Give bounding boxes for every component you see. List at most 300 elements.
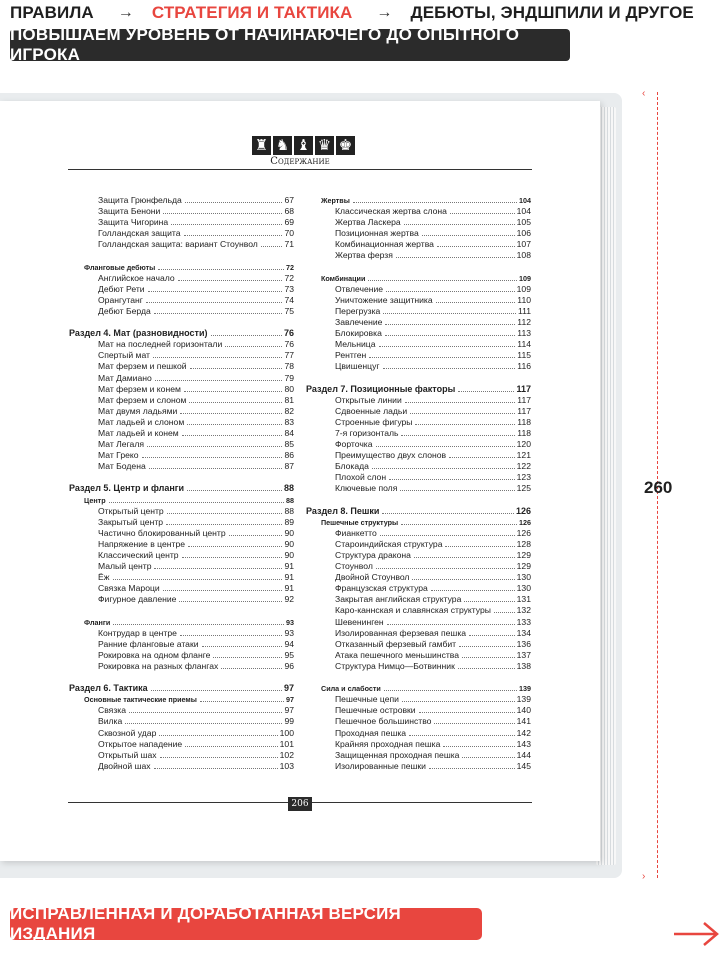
toc-leader-dots <box>155 380 283 381</box>
toc-leader-dots <box>184 391 283 392</box>
toc-entry-title: Цвишенцуг <box>335 361 380 372</box>
toc-leader-dots <box>414 557 515 558</box>
toc-leader-dots <box>419 712 515 713</box>
toc-entry <box>69 739 294 750</box>
toc-leader-dots <box>353 202 517 203</box>
toc-leader-dots <box>184 235 283 236</box>
toc-entry-page: 107 <box>516 239 531 250</box>
toc-entry <box>69 650 294 661</box>
toc-entry-page: 105 <box>516 217 531 228</box>
toc-entry <box>306 528 531 539</box>
toc-entry-title: Мат ферзем и слоном <box>98 394 187 405</box>
chess-knight-icon: ♞ <box>273 136 292 155</box>
toc-leader-dots <box>213 657 282 658</box>
toc-entry-page: 130 <box>516 583 531 594</box>
toc-entry <box>69 306 294 317</box>
toc-entry <box>306 661 531 672</box>
toc-leader-dots <box>109 502 284 503</box>
toc-leader-dots <box>462 657 515 658</box>
toc-entry-title: Сдвоенные ладьи <box>335 405 408 416</box>
toc-leader-dots <box>185 746 277 747</box>
level-banner: ПОВЫШАЕМ УРОВЕНЬ ОТ НАЧИНАЮЧЕГО ДО ОПЫТНОГО ИГРОКА <box>10 29 570 61</box>
toc-entry <box>69 506 294 517</box>
toc-entry-title: Малый центр <box>98 561 152 572</box>
toc-leader-dots <box>182 435 283 436</box>
chess-rook-icon: ♜ <box>252 136 271 155</box>
toc-entry-title: Пешечные структуры <box>321 517 399 527</box>
toc-entry-title: Комбинации <box>321 273 366 283</box>
toc-entry <box>69 206 294 217</box>
toc-entry <box>306 228 531 239</box>
toc-entry-page: 95 <box>284 649 294 660</box>
toc-entry <box>69 339 294 350</box>
toc-leader-dots <box>221 668 282 669</box>
toc-leader-dots <box>385 324 515 325</box>
toc-entry-page: 88 <box>286 495 294 505</box>
toc-entry-page: 137 <box>516 649 531 660</box>
toc-leader-dots <box>178 280 283 281</box>
toc-leader-dots <box>166 524 282 525</box>
toc-entry <box>306 284 531 295</box>
toc-entry-title: Закрытый центр <box>98 516 164 527</box>
toc-leader-dots <box>163 590 283 591</box>
toc-entry-title: Перегрузка <box>335 305 381 316</box>
toc-entry-title: Защита Грюнфельда <box>98 195 182 205</box>
toc-entry-page: 72 <box>284 272 294 283</box>
toc-leader-dots <box>167 513 283 514</box>
toc-leader-dots <box>188 546 282 547</box>
toc-spacer <box>69 250 294 261</box>
toc-entry-page: 89 <box>284 516 294 527</box>
toc-entry-page: 70 <box>284 228 294 239</box>
toc-leader-dots <box>202 646 283 647</box>
toc-leader-dots <box>154 313 283 314</box>
toc-leader-dots <box>459 646 515 647</box>
chess-queen-icon: ♛ <box>315 136 334 155</box>
toc-entry-title: Ключевые поля <box>335 483 398 494</box>
dimension-top-mark: ‹ <box>642 88 646 99</box>
toc-entry-page: 117 <box>516 383 531 394</box>
toc-entry-title: Закрытая английская структура <box>335 594 462 605</box>
toc-entry <box>306 483 531 494</box>
toc-leader-dots <box>449 457 515 458</box>
toc-leader-dots <box>159 735 277 736</box>
toc-entry-title: Защищенная проходная пешка <box>335 749 460 760</box>
toc-leader-dots <box>379 346 516 347</box>
toc-entry-title: Плохой слон <box>335 472 387 483</box>
toc-entry <box>306 350 531 361</box>
toc-entry-title: Открытое нападение <box>98 738 183 749</box>
toc-entry-title: Центр <box>84 495 106 505</box>
toc-entry-page: 109 <box>516 283 531 294</box>
toc-spacer <box>306 373 531 384</box>
toc-entry-title: Пешечные островки <box>335 705 416 716</box>
toc-entry-title: Мат Дамиано <box>98 372 152 383</box>
toc-entry <box>306 417 531 428</box>
toc-entry-page: 87 <box>284 461 294 472</box>
toc-entry <box>69 572 294 583</box>
toc-leader-dots <box>410 413 515 414</box>
toc-entry <box>306 406 531 417</box>
toc-entry-title: Фианкетто <box>335 527 377 538</box>
toc-entry <box>306 317 531 328</box>
toc-entry-page: 99 <box>284 716 294 727</box>
toc-leader-dots <box>187 490 282 491</box>
toc-entry-title: Мат Легаля <box>98 439 144 450</box>
toc-leader-dots <box>404 224 515 225</box>
toc-entry-page: 110 <box>517 294 531 305</box>
toc-leader-dots <box>422 235 515 236</box>
toc-leader-dots <box>113 624 284 625</box>
toc-subsection <box>321 517 531 528</box>
toc-entry-page: 96 <box>284 660 294 671</box>
toc-entry <box>306 395 531 406</box>
toc-entry <box>69 561 294 572</box>
toc-leader-dots <box>153 357 282 358</box>
toc-entry-page: 126 <box>515 505 531 516</box>
toc-entry-page: 104 <box>519 196 531 205</box>
toc-entry-title: Блокада <box>335 461 369 472</box>
height-dimension-label: 260 <box>644 478 673 497</box>
book-image <box>0 93 622 878</box>
toc-leader-dots <box>147 446 282 447</box>
toc-entry <box>69 705 294 716</box>
toc-entry-page: 91 <box>284 583 294 594</box>
toc-entry <box>69 761 294 772</box>
toc-entry <box>306 750 531 761</box>
nav-arrow-icon: → <box>117 4 134 21</box>
nav-arrow-icon: → <box>376 4 393 21</box>
toc-entry <box>306 694 531 705</box>
toc-entry <box>69 450 294 461</box>
toc-spacer <box>306 262 531 273</box>
toc-leader-dots <box>385 335 515 336</box>
toc-entry-title: Раздел 7. Позиционные факторы <box>306 383 456 394</box>
toc-entry-title: Связка Мароци <box>98 583 160 594</box>
toc-entry-title: Напряжение в центре <box>98 538 186 549</box>
toc-leader-dots <box>382 513 514 514</box>
toc-leader-dots <box>443 746 514 747</box>
toc-entry-page: 128 <box>516 538 531 549</box>
toc-entry <box>69 517 294 528</box>
toc-entry-page: 108 <box>516 250 531 261</box>
toc-entry <box>69 239 294 250</box>
toc-entry-title: Спертый мат <box>98 350 150 361</box>
toc-entry-page: 74 <box>284 294 294 305</box>
toc-entry-page: 141 <box>516 716 531 727</box>
toc-entry-title: 7-я горизонталь <box>335 427 399 438</box>
toc-leader-dots <box>402 701 515 702</box>
toc-entry-page: 104 <box>516 206 531 217</box>
book-page <box>0 101 600 861</box>
toc-entry-title: Мат ладьей и слоном <box>98 416 185 427</box>
toc-leader-dots <box>125 723 282 724</box>
toc-entry <box>306 617 531 628</box>
toc-leader-dots <box>401 524 517 525</box>
toc-leader-dots <box>372 468 515 469</box>
toc-entry <box>306 295 531 306</box>
toc-entry-page: 118 <box>517 427 531 438</box>
toc-entry-page: 118 <box>517 416 531 427</box>
toc-entry <box>69 750 294 761</box>
toc-entry-title: Отвлечение <box>335 283 384 294</box>
toc-leader-dots <box>225 346 282 347</box>
page-number: 206 <box>288 797 312 811</box>
toc-entry-title: Мат двумя ладьями <box>98 405 178 416</box>
toc-entry-page: 139 <box>519 684 531 694</box>
toc-entry <box>69 639 294 650</box>
toc-entry-page: 144 <box>516 749 531 760</box>
toc-entry-page: 79 <box>284 372 294 383</box>
toc-entry <box>306 761 531 772</box>
toc-entry-page: 90 <box>284 538 294 549</box>
toc-entry <box>306 561 531 572</box>
edition-banner: ИСПРАВЛЕННАЯ И ДОРАБОТАННАЯ ВЕРСИЯ ИЗДАНИЯ <box>10 908 482 940</box>
toc-entry <box>69 439 294 450</box>
toc-entry-title: Дебют Берда <box>98 305 151 316</box>
toc-entry-title: Мат на последней горизонтали <box>98 339 223 350</box>
toc-entry <box>306 450 531 461</box>
toc-entry-page: 129 <box>516 550 531 560</box>
toc-leader-dots <box>179 601 282 602</box>
toc-entry-title: Ёж <box>98 572 110 583</box>
toc-subsection <box>84 617 294 628</box>
toc-entry-page: 142 <box>516 727 531 738</box>
toc-entry-page: 103 <box>279 760 294 771</box>
toc-leader-dots <box>368 280 517 281</box>
toc-leader-dots <box>434 723 514 724</box>
toc-entry-page: 93 <box>286 617 294 627</box>
toc-entry-page: 94 <box>284 638 294 649</box>
toc-entry-page: 112 <box>517 317 531 328</box>
toc-entry <box>69 295 294 306</box>
toc-leader-dots <box>189 402 282 403</box>
toc-entry-page: 143 <box>516 738 531 749</box>
chess-bishop-icon: ♝ <box>294 136 313 155</box>
toc-entry <box>306 605 531 616</box>
toc-entry <box>69 628 294 639</box>
toc-entry <box>69 361 294 372</box>
toc-entry-page: 139 <box>516 694 531 705</box>
toc-entry-title: Двойной шах <box>98 760 151 771</box>
toc-entry-title: Строенные фигуры <box>335 416 413 427</box>
toc-entry-title: Фланговые дебюты <box>84 262 156 272</box>
toc-entry-page: 88 <box>284 505 294 516</box>
toc-leader-dots <box>160 757 278 758</box>
toc-entry-title: Вилка <box>98 716 123 727</box>
toc-entry-page: 100 <box>279 727 294 738</box>
toc-spacer <box>306 495 531 506</box>
toc-entry-page: 68 <box>284 206 294 217</box>
toc-subsection <box>321 195 531 206</box>
toc-entry <box>306 650 531 661</box>
toc-entry <box>69 528 294 539</box>
toc-entry-title: Частично блокированный центр <box>98 527 226 538</box>
toc-entry <box>69 284 294 295</box>
toc-entry-title: Позиционная жертва <box>335 228 419 239</box>
toc-entry-title: Рентген <box>335 350 367 361</box>
toc-leader-dots <box>261 246 283 247</box>
toc-entry-title: Орангутанг <box>98 294 143 305</box>
chess-pieces-header <box>252 136 355 156</box>
toc-entry-title: Контрудар в центре <box>98 627 177 638</box>
toc-entry-title: Мат ладьей и конем <box>98 427 179 438</box>
toc-entry-page: 138 <box>516 660 531 671</box>
toc-entry <box>306 217 531 228</box>
toc-entry-page: 90 <box>284 550 294 560</box>
toc-spacer <box>69 605 294 616</box>
toc-entry-page: 67 <box>284 195 294 205</box>
toc-entry-title: Раздел 6. Тактика <box>69 683 148 694</box>
toc-entry-page: 85 <box>284 439 294 450</box>
toc-leader-dots <box>436 302 516 303</box>
toc-entry-title: Каро-каннская и славянская структуры <box>335 605 491 616</box>
toc-entry <box>306 339 531 350</box>
toc-leader-dots <box>396 257 515 258</box>
toc-leader-dots <box>146 302 283 303</box>
toc-entry-title: Пешечные цепи <box>335 694 399 705</box>
toc-entry <box>306 594 531 605</box>
toc-entry-title: Уничтожение защитника <box>335 294 433 305</box>
toc-leader-dots <box>180 635 283 636</box>
toc-leader-dots <box>494 612 515 613</box>
toc-entry <box>69 661 294 672</box>
toc-entry <box>69 273 294 284</box>
toc-leader-dots <box>437 246 515 247</box>
toc-leader-dots <box>383 313 516 314</box>
toc-entry-page: 69 <box>284 217 294 228</box>
toc-entry-page: 97 <box>286 695 294 705</box>
toc-leader-dots <box>154 568 282 569</box>
toc-leader-dots <box>158 269 284 270</box>
toc-entry <box>306 306 531 317</box>
toc-leader-dots <box>129 712 282 713</box>
toc-entry <box>69 550 294 561</box>
toc-entry-page: 122 <box>516 461 531 472</box>
toc-entry-title: Защита Чигорина <box>98 217 169 228</box>
toc-entry-page: 123 <box>516 472 531 483</box>
toc-entry-title: Стоунвол <box>335 561 373 572</box>
toc-entry <box>69 594 294 605</box>
toc-leader-dots <box>409 735 515 736</box>
toc-leader-dots <box>200 701 284 702</box>
toc-entry-page: 117 <box>517 394 531 405</box>
toc-entry-title: Открытый шах <box>98 749 157 760</box>
toc-entry-page: 121 <box>516 450 531 461</box>
toc-entry-title: Структура дракона <box>335 550 411 560</box>
toc-subsection <box>84 262 294 273</box>
toc-entry <box>306 361 531 372</box>
toc-entry-title: Проходная пешка <box>335 727 407 738</box>
toc-leader-dots <box>458 391 514 392</box>
toc-entry <box>306 461 531 472</box>
toc-entry-title: Голландская защита: вариант Стоунвол <box>98 239 258 250</box>
toc-entry-title: Сквозной удар <box>98 727 157 738</box>
toc-entry-title: Открытый центр <box>98 505 164 516</box>
toc-subsection <box>321 683 531 694</box>
toc-entry-page: 86 <box>284 450 294 461</box>
toc-entry-page: 97 <box>284 705 294 716</box>
toc-entry-page: 120 <box>516 439 531 450</box>
toc-leader-dots <box>180 413 282 414</box>
toc-leader-dots <box>190 368 283 369</box>
toc-subsection <box>321 273 531 284</box>
toc-entry-title: Атака пешечного меньшинства <box>335 649 460 660</box>
toc-entry-page: 134 <box>516 627 531 638</box>
toc-entry-title: Крайняя проходная пешка <box>335 738 441 749</box>
toc-section <box>306 384 531 395</box>
toc-entry-page: 84 <box>284 427 294 438</box>
toc-entry-page: 90 <box>284 527 294 538</box>
toc-entry-page: 91 <box>284 561 294 572</box>
toc-entry-page: 111 <box>517 305 531 316</box>
toc-entry-title: Фигурное давление <box>98 594 177 605</box>
toc-leader-dots <box>400 490 514 491</box>
toc-entry-page: 91 <box>284 572 294 583</box>
next-arrow-icon[interactable] <box>672 920 720 948</box>
toc-entry-page: 115 <box>517 350 531 361</box>
toc-entry <box>306 705 531 716</box>
toc-entry-page: 80 <box>284 383 294 394</box>
toc-leader-dots <box>142 457 283 458</box>
toc-spacer <box>69 317 294 328</box>
toc-subsection <box>84 495 294 506</box>
toc-entry-page: 71 <box>284 239 294 250</box>
toc-entry <box>69 217 294 228</box>
toc-entry-title: Шевенинген <box>335 616 384 627</box>
toc-entry-title: Раздел 8. Пешки <box>306 505 380 516</box>
toc-entry-page: 102 <box>279 749 294 760</box>
toc-entry-title: Ранние фланговые атаки <box>98 638 199 649</box>
toc-entry <box>306 716 531 727</box>
toc-entry <box>306 239 531 250</box>
toc-entry-page: 97 <box>283 683 294 694</box>
nav-step-openings[interactable]: ДЕБЮТЫ, ЭНДШПИЛИ И ДРУГОЕ <box>410 3 694 22</box>
toc-entry-page: 113 <box>517 328 531 339</box>
toc-leader-dots <box>387 624 515 625</box>
toc-entry <box>69 716 294 727</box>
toc-entry-title: Основные тактические приемы <box>84 695 197 705</box>
toc-entry <box>69 350 294 361</box>
toc-entry <box>306 628 531 639</box>
toc-entry-title: Староиндийская структура <box>335 538 443 549</box>
toc-entry-page: 88 <box>283 483 294 494</box>
toc-entry <box>306 550 531 561</box>
toc-section <box>69 483 294 494</box>
toc-entry-title: Завлечение <box>335 317 383 328</box>
toc-entry <box>306 428 531 439</box>
toc-entry <box>306 328 531 339</box>
toc-leader-dots <box>405 402 516 403</box>
toc-entry-title: Комбинационная жертва <box>335 239 434 250</box>
nav-step-rules[interactable]: ПРАВИЛА <box>10 3 94 22</box>
toc-leader-dots <box>431 590 515 591</box>
toc-entry-page: 83 <box>284 416 294 427</box>
toc-section <box>69 683 294 694</box>
toc-entry-title: Сила и слабости <box>321 684 381 694</box>
toc-entry-page: 101 <box>279 738 294 749</box>
toc-entry <box>69 461 294 472</box>
toc-entry-title: Мат Греко <box>98 450 139 461</box>
toc-entry-page: 140 <box>516 705 531 716</box>
toc-leader-dots <box>185 202 283 203</box>
toc-entry-page: 109 <box>519 273 531 283</box>
toc-entry-title: Дебют Рети <box>98 283 145 294</box>
nav-step-strategy[interactable]: СТРАТЕГИЯ И ТАКТИКА <box>151 3 353 22</box>
toc-spacer <box>69 672 294 683</box>
toc-entry <box>69 384 294 395</box>
toc-entry <box>69 228 294 239</box>
